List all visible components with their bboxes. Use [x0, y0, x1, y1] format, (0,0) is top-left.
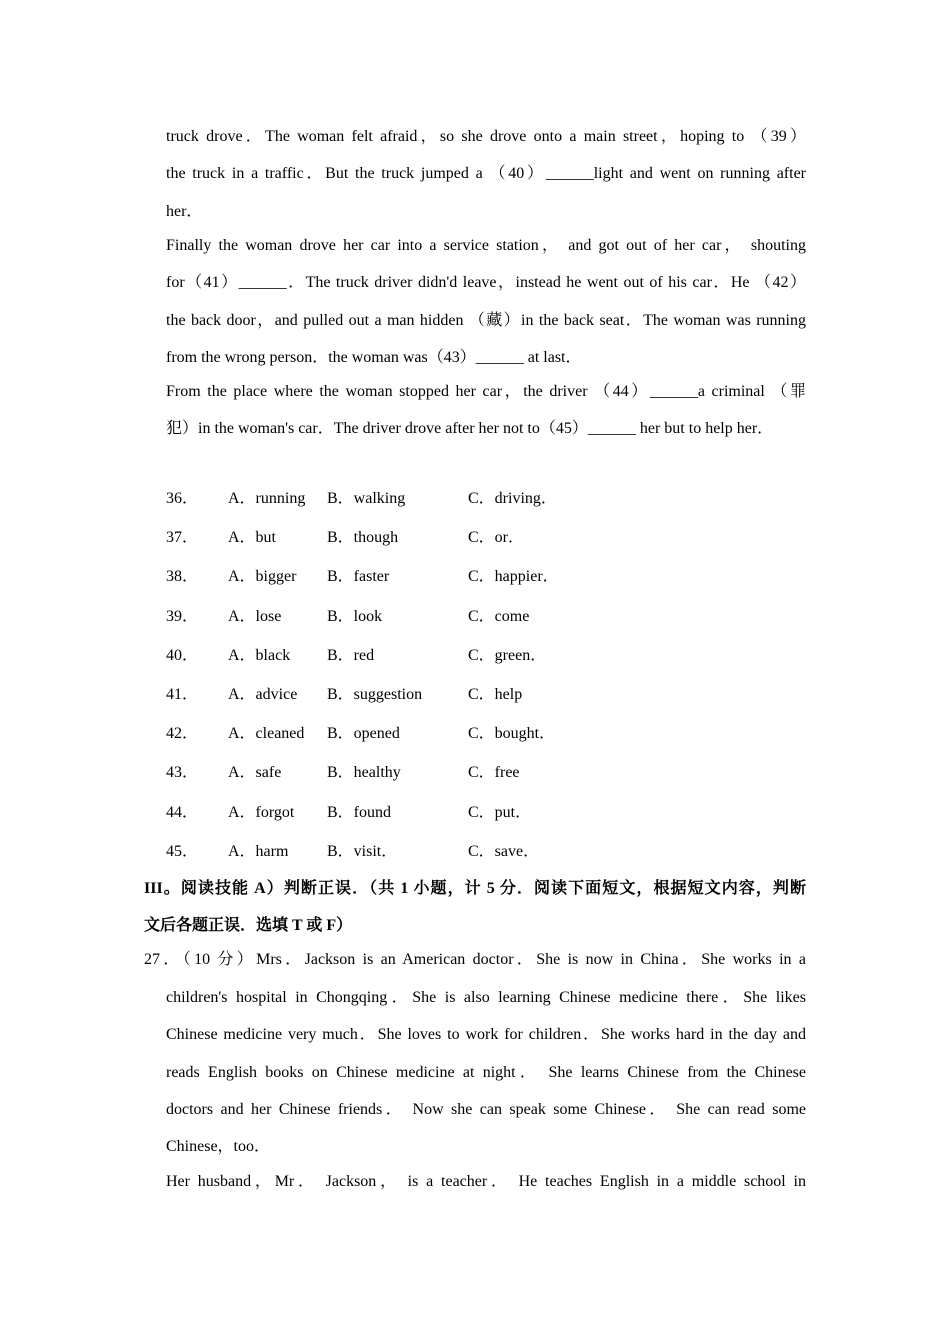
option-c: C．green．: [468, 646, 547, 664]
passage-paragraph-2: [166, 227, 806, 376]
passage-line: the back door，and pulled out a man hidden （藏）in the back seat．The woman was running: [166, 311, 806, 329]
passage-line: From the place where the woman stopped her car，the driver （44）______a criminal （罪: [166, 383, 806, 400]
option-row: [166, 518, 666, 557]
option-b: B．look: [327, 607, 383, 625]
question-number: 42．: [166, 725, 199, 743]
option-b: B．though: [327, 529, 399, 547]
passage-line: doctors and her Chinese friends． Now she can speak some Chinese． She can read some: [166, 1100, 806, 1118]
option-a: A．but: [228, 529, 277, 547]
option-b: B．walking: [327, 490, 406, 507]
option-c: C．save．: [468, 842, 540, 860]
option-row: [166, 479, 666, 518]
passage-paragraph-1: [166, 118, 806, 230]
question-number: 43．: [166, 764, 199, 782]
option-row: [166, 714, 666, 753]
option-c: C．help: [468, 685, 523, 703]
option-a: A．black: [228, 646, 291, 664]
question-27-heading: 27．（10 分）Mrs．Jackson is an American doctor．She is now in China．She works in a: [144, 951, 806, 968]
option-row: [166, 675, 666, 714]
section-heading: [144, 870, 806, 944]
option-row: [166, 597, 666, 636]
option-a: A．bigger: [228, 568, 297, 586]
question-number: 36．: [166, 490, 199, 507]
passage-line: the truck in a traffic．But the truck jumped a （40）______light and went on running after: [166, 165, 806, 183]
passage-line: Chinese，too．: [166, 1138, 270, 1156]
section-heading-line: 文后各题正误．选填 T 或 F）: [144, 917, 353, 934]
passage-line: children's hospital in Chongqing．She is also learning Chinese medicine there．She likes: [166, 989, 806, 1006]
passage-line: truck drove．The woman felt afraid，so she drove onto a main street，hoping to （39）: [166, 128, 806, 145]
section-heading-line: III。阅读技能 A）判断正误．（共 1 小题，计 5 分．阅读下面短文，根据短文内容，判断: [144, 880, 806, 897]
passage-line: from the wrong person．the woman was（43）______ at last．: [166, 348, 582, 366]
option-row: [166, 832, 666, 871]
option-row: [166, 753, 666, 792]
option-a: A．advice: [228, 685, 298, 703]
passage-line: reads English books on Chinese medicine at night． She learns Chinese from the Chinese: [166, 1063, 806, 1081]
question-number: 37．: [166, 529, 199, 547]
option-b: B．suggestion: [327, 685, 423, 703]
option-a: A．harm: [228, 842, 289, 860]
option-row: [166, 557, 666, 596]
option-row: [166, 636, 666, 675]
option-c: C．driving．: [468, 490, 557, 507]
option-b: B．found: [327, 803, 392, 821]
question-number: 41．: [166, 685, 199, 703]
option-c: C．free: [468, 764, 520, 782]
option-a: A．running: [228, 490, 306, 507]
option-a: A．lose: [228, 607, 282, 625]
option-b: B．visit．: [327, 842, 398, 860]
option-c: C．put．: [468, 803, 532, 821]
option-a: A．safe: [228, 764, 282, 782]
option-b: B．red: [327, 646, 375, 664]
option-row: [166, 793, 666, 832]
option-c: C．bought．: [468, 725, 556, 743]
option-b: B．faster: [327, 568, 390, 586]
passage-line: Her husband，Mr． Jackson， is a teacher． He teaches English in a middle school in: [166, 1173, 806, 1190]
passage-line: 犯）in the woman's car．The driver drove after her not to（45）______ her but to help her．: [166, 420, 774, 438]
passage-line: her．: [166, 202, 203, 220]
option-a: A．cleaned: [228, 725, 305, 743]
question-number: 45．: [166, 842, 199, 860]
options-list: [166, 479, 666, 871]
passage-line: Finally the woman drove her car into a service station， and got out of her car， shouting: [166, 237, 807, 254]
option-b: B．opened: [327, 725, 400, 743]
question-27-first-line: [144, 941, 806, 978]
question-27-passage-2: [166, 1163, 806, 1200]
passage-line: for（41）______．The truck driver didn'd leave，instead he went out of his car．He （42）: [166, 274, 806, 292]
option-c: C．come: [468, 607, 530, 625]
passage-paragraph-3: [166, 373, 806, 448]
question-27-passage: [166, 979, 806, 1165]
question-number: 39．: [166, 607, 199, 625]
option-c: C．happier．: [468, 568, 559, 586]
question-number: 40．: [166, 646, 199, 664]
question-number: 38．: [166, 568, 199, 586]
option-c: C．or．: [468, 529, 525, 547]
passage-line: Chinese medicine very much．She loves to work for children．She works hard in the day and: [166, 1026, 807, 1044]
question-number: 44．: [166, 803, 199, 821]
option-a: A．forgot: [228, 803, 295, 821]
option-b: B．healthy: [327, 764, 401, 782]
